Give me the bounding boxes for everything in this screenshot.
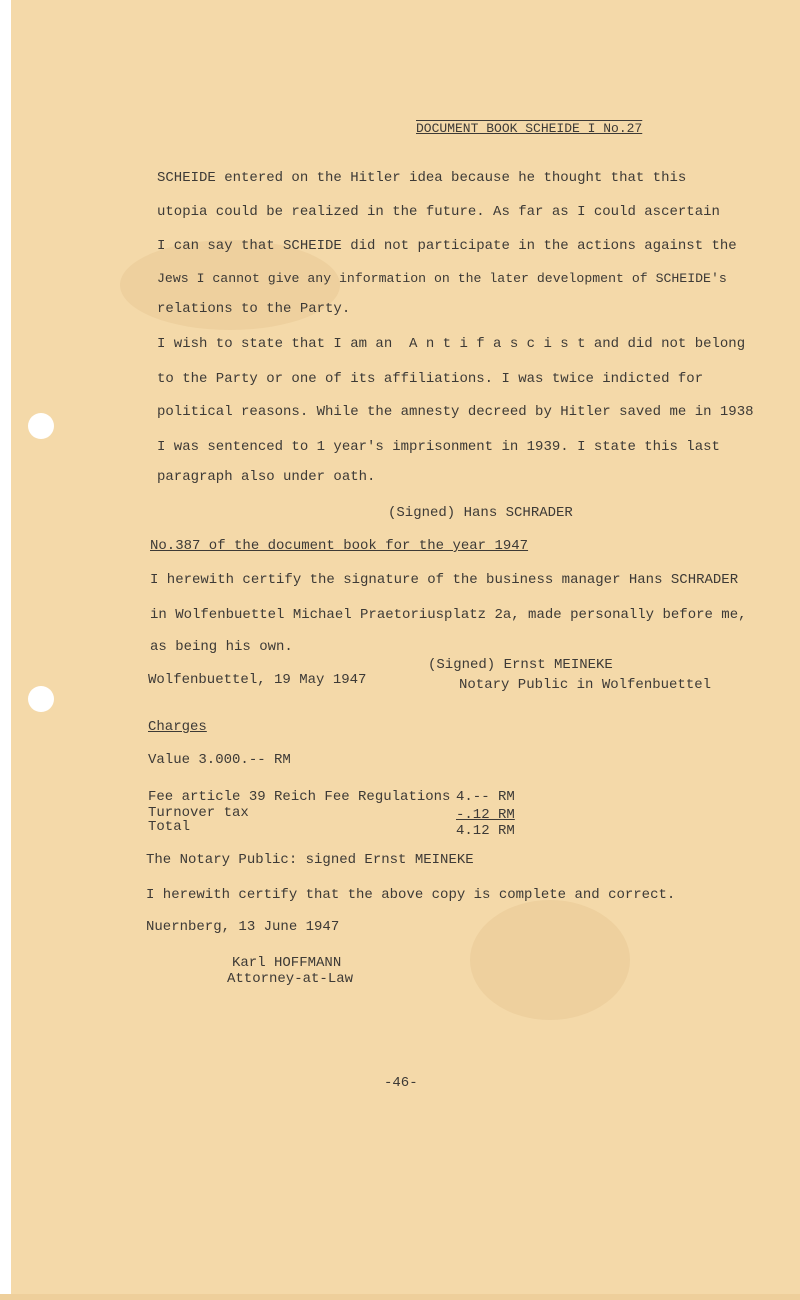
charge-amount: 4.-- RM [456,789,515,805]
charge-amount: -.12 RM [456,807,515,823]
statement-line: I wish to state that I am an A n t i f a s c i s t and did not belong [157,336,746,352]
statement-line: I was sentenced to 1 year's imprisonment in 1939. I state this last [157,439,720,455]
notary-signed: (Signed) Ernst MEINEKE [428,657,613,673]
charge-label: Turnover tax [148,805,249,821]
statement-line: I can say that SCHEIDE did not participate in the actions against the [157,238,737,254]
notarial-line: as being his own. [150,639,293,655]
attorney-role: Attorney-at-Law [227,971,354,987]
statement-signature: (Signed) Hans SCHRADER [388,505,573,521]
scan-bottom-edge [0,1294,800,1300]
charge-label: Fee article 39 Reich Fee Regulations [148,789,451,805]
notary-public-line: The Notary Public: signed Ernst MEINEKE [146,852,474,868]
certification-line: I herewith certify that the above copy is complete and correct. [146,887,676,903]
statement-line: paragraph also under oath. [157,469,376,485]
statement-line: utopia could be realized in the future. As far as I could ascertain [157,204,720,220]
statement-line: to the Party or one of its affiliations. I was twice indicted for [157,371,704,387]
charge-total: 4.12 RM [456,823,515,839]
punch-hole [28,686,54,712]
statement-line: SCHEIDE entered on the Hitler idea because he thought that this [157,170,687,186]
charges-heading: Charges [148,719,207,735]
closing-place-date: Nuernberg, 13 June 1947 [146,919,340,935]
charge-label: Total [148,819,191,835]
notarial-line: in Wolfenbuettel Michael Praetoriusplatz 2a, made personally before me, [150,607,747,623]
notarial-line: I herewith certify the signature of the business manager Hans SCHRADER [150,572,739,588]
statement-line: political reasons. While the amnesty decreed by Hitler saved me in 1938 [157,404,754,420]
notarial-heading: No.387 of the document book for the year 1947 [150,538,529,554]
document-reference: DOCUMENT BOOK SCHEIDE I No.27 [416,121,643,136]
scan-left-edge [0,0,11,1300]
punch-hole [28,413,54,439]
page-number: -46- [384,1075,418,1091]
notary-title: Notary Public in Wolfenbuettel [459,677,712,693]
notarial-place-date: Wolfenbuettel, 19 May 1947 [148,672,367,688]
attorney-name: Karl HOFFMANN [232,955,342,971]
paper-stain [470,900,630,1020]
charges-value: Value 3.000.-- RM [148,752,291,768]
statement-line: Jews I cannot give any information on the later development of SCHEIDE's [157,271,727,286]
statement-line: relations to the Party. [157,301,351,317]
